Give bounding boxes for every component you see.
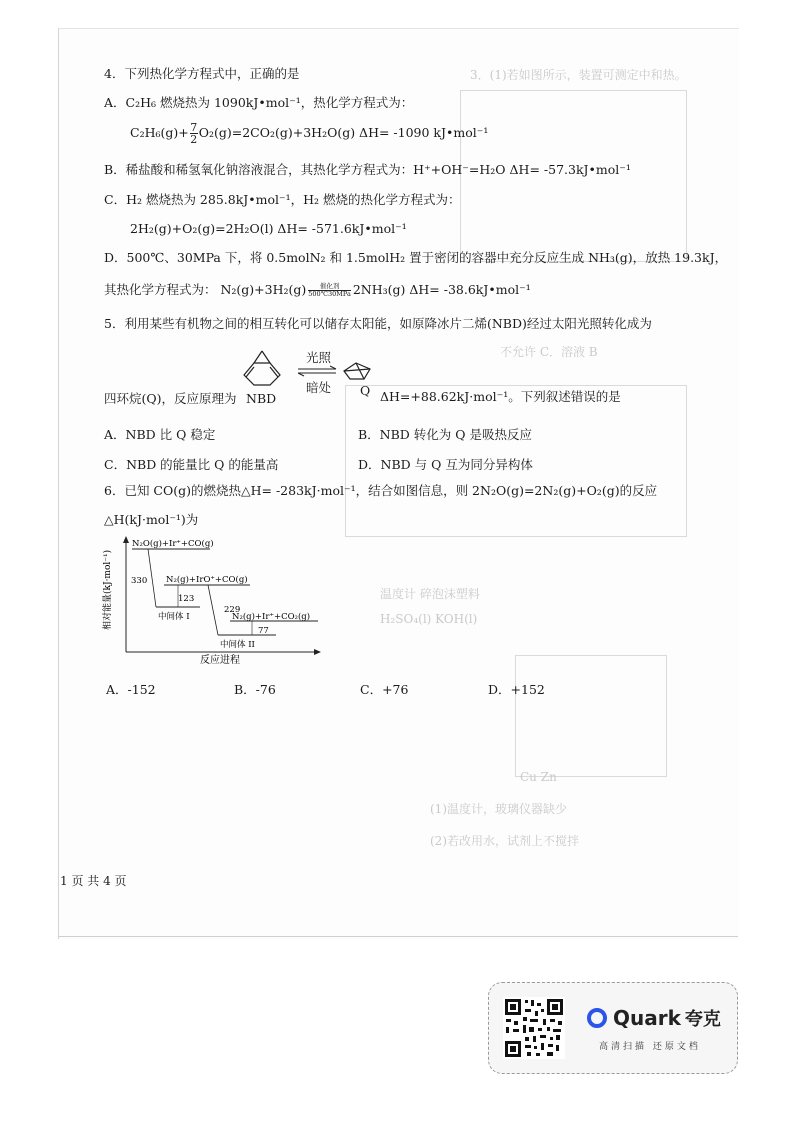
ghost-text: 温度计 碎泡沫塑料 <box>380 587 480 601</box>
q6-stem: 6．已知 CO(g)的燃烧热△H= -283kJ·mol⁻¹，结合如图信息，则 2N₂O(g)=2N₂(g)+O₂(g)的反应 <box>104 483 658 498</box>
energy-level-label-reactants: N₂O(g)+Ir⁺+CO(g) <box>132 539 214 549</box>
badge-tagline: 高清扫描 还原文档 <box>599 1042 701 1052</box>
q-label: Q <box>360 383 371 398</box>
intermediate-1-label: 中间体 I <box>158 612 190 622</box>
page-number: 1 页 共 4 页 <box>60 874 127 888</box>
arrow-label-light: 光照 <box>306 350 332 365</box>
annotation-229: 229 <box>224 605 241 615</box>
q6-option-d: D．+152 <box>488 682 545 697</box>
equation-left: 其热化学方程式为： N₂(g)+3H₂(g) <box>104 282 307 297</box>
quark-logo[interactable] <box>587 1005 721 1031</box>
fraction-denominator: 2 <box>190 133 198 146</box>
equation-right: O₂(g)=2CO₂(g)+3H₂O(g) ΔH= -1090 kJ•mol⁻¹ <box>198 125 489 140</box>
annotation-330: 330 <box>131 576 148 586</box>
ghost-text: (2)若改用水，试剂上不搅拌 <box>430 834 579 848</box>
path-segment <box>208 585 218 635</box>
catalyst-label: 催化剂 <box>308 283 351 291</box>
ghost-text: H₂SO₄(l) KOH(l) <box>380 612 478 626</box>
q4-option-d-equation <box>104 282 531 298</box>
reaction-condition <box>308 283 351 298</box>
arrow-label-dark: 暗处 <box>306 380 332 395</box>
x-axis-label: 反应进程 <box>200 655 240 665</box>
ghost-text: 不允许 C．溶液 B <box>500 345 598 359</box>
nbd-label: NBD <box>246 391 277 406</box>
q6-option-a: A．-152 <box>106 682 156 697</box>
intermediate-2-label: 中间体 II <box>220 640 255 650</box>
energy-profile-chart <box>100 535 330 665</box>
q5-option-d: D．NBD 与 Q 互为同分异构体 <box>358 457 533 472</box>
q5-stem: 5．利用某些有机物之间的相互转化可以储存太阳能，如原降冰片二烯(NBD)经过太阳光照转化成为 <box>104 316 652 331</box>
q5-option-b: B．NBD 转化为 Q 是吸热反应 <box>358 427 532 442</box>
ghost-text: (1)温度计，玻璃仪器缺少 <box>430 802 567 816</box>
fraction-numerator: 7 <box>190 121 198 134</box>
q6-option-c: C．+76 <box>360 682 409 697</box>
path-segment <box>148 549 156 607</box>
y-axis-arrowhead <box>123 536 129 543</box>
q4-option-c-equation: 2H₂(g)+O₂(g)=2H₂O(l) ΔH= -571.6kJ•mol⁻¹ <box>130 221 407 236</box>
ghost-text: 3．(1)若如图所示，装置可测定中和热。 <box>470 68 687 82</box>
x-axis-arrowhead <box>314 649 321 655</box>
annotation-123: 123 <box>178 594 195 604</box>
q4-option-c: C．H₂ 燃烧热为 285.8kJ•mol⁻¹，H₂ 燃烧的热化学方程式为： <box>104 192 461 207</box>
energy-level-label-products-2: N₂(g)+Ir⁺+CO₂(g) <box>232 612 311 622</box>
y-axis-label: 相对能量(kJ·mol⁻¹) <box>103 549 113 630</box>
brand-name: Quark <box>613 1006 681 1030</box>
q5-reaction-enthalpy: ΔH=+88.62kJ·mol⁻¹。下列叙述错误的是 <box>380 389 621 404</box>
q-structure <box>344 363 370 379</box>
quark-scan-badge[interactable] <box>488 982 738 1074</box>
q5-reaction-intro: 四环烷(Q)，反应原理为 <box>104 391 237 406</box>
q4-option-d: D．500℃、30MPa 下，将 0.5molN₂ 和 1.5molH₂ 置于密闭的容器中充分反应生成 NH₃(g)，放热 19.3kJ， <box>104 250 728 265</box>
q6-stem-continued: △H(kJ·mol⁻¹)为 <box>104 512 199 527</box>
fraction <box>190 122 198 145</box>
ghost-frame <box>515 655 667 777</box>
q5-option-c: C．NBD 的能量比 Q 的能量高 <box>104 457 279 472</box>
nbd-structure <box>244 351 280 385</box>
equation-right: 2NH₃(g) ΔH= -38.6kJ•mol⁻¹ <box>352 282 531 297</box>
q5-option-a: A．NBD 比 Q 稳定 <box>104 427 216 442</box>
ghost-text: Cu Zn <box>520 770 557 784</box>
page-edge <box>58 936 738 937</box>
q6-option-b: B．-76 <box>234 682 276 697</box>
q4-option-a-equation <box>130 122 488 145</box>
q4-stem: 4．下列热化学方程式中，正确的是 <box>104 66 300 81</box>
q4-option-a: A．C₂H₆ 燃烧热为 1090kJ•mol⁻¹，热化学方程式为： <box>104 95 414 110</box>
equation-left: C₂H₆(g)+ <box>130 125 189 140</box>
energy-level-label-products-1: N₂(g)+IrO⁺+CO(g) <box>166 575 248 585</box>
condition-label: 500℃30MPa <box>308 290 351 298</box>
annotation-77: 77 <box>258 626 269 636</box>
quark-logo-icon <box>587 1008 607 1028</box>
brand-name-cn: 夸克 <box>684 1009 721 1030</box>
q4-option-b: B．稀盐酸和稀氢氧化钠溶液混合，其热化学方程式为：H⁺+OH⁻=H₂O ΔH= -57.3kJ•mol⁻¹ <box>104 162 631 177</box>
qr-code-icon[interactable] <box>503 997 565 1059</box>
